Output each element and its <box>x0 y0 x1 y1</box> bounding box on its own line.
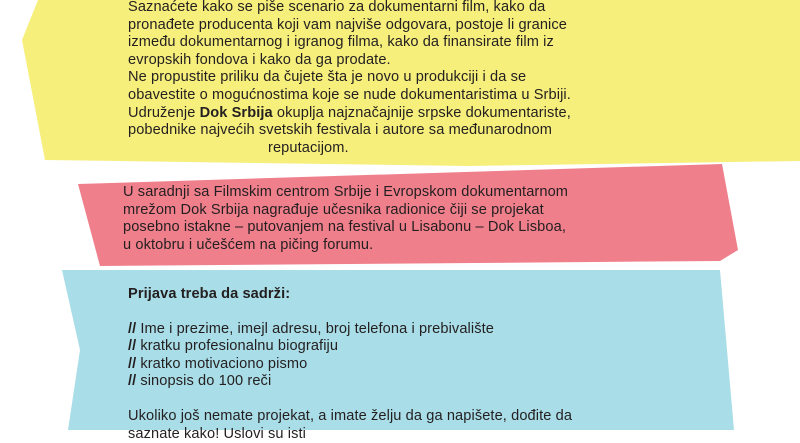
bullet-marker: // <box>128 320 137 337</box>
list-item <box>128 356 768 374</box>
list-item <box>128 373 768 391</box>
yellow-line: pronađete producenta koji vam najviše odgovara, postoje li granice <box>128 16 568 33</box>
list-item-text: kratko motivaciono pismo <box>140 355 308 372</box>
list-item-text: sinopsis do 100 reči <box>140 373 272 390</box>
footer-line: Ukoliko još nemate projekat, a imate želju da ga napišete, dođite da <box>128 407 573 424</box>
yellow-line: pobednike najvećih svetskih festivala i autore sa međunarodnom <box>128 122 552 139</box>
yellow-line: Saznaćete kako se piše scenario za dokumentarni film, kako da <box>128 0 546 15</box>
yellow-line: između dokumentarnog i igranog filma, kako da finansirate film iz <box>128 34 554 51</box>
footer-line: saznate kako! Uslovi su isti <box>128 425 306 442</box>
application-heading: Prijava treba da sadrži: <box>128 286 291 302</box>
yellow-line: evropskih fondova i kako da ga prodate. <box>128 51 391 68</box>
bullet-marker: // <box>128 355 137 372</box>
list-item <box>128 321 768 339</box>
pink-line: mrežom Dok Srbija nagrađuje učesnika radionice čiji se projekat <box>123 201 544 218</box>
yellow-line: reputacijom. <box>268 139 349 156</box>
dok-srbija-bold: Dok Srbija <box>199 104 273 121</box>
blue-text-block <box>128 286 768 443</box>
list-item-text: kratku profesionalnu biografiju <box>140 338 339 355</box>
list-item-text: Ime i prezime, imejl adresu, broj telefona i prebivalište <box>140 320 494 337</box>
udruzenje-line <box>128 105 768 123</box>
pink-line: u oktobru i učešćem na pičing forumu. <box>123 236 374 253</box>
pink-line: posebno istakne – putovanjem na festival u Lisabonu – Dok Lisboa, <box>123 219 566 236</box>
bullet-marker: // <box>128 373 137 390</box>
pink-line: U saradnji sa Filmskim centrom Srbije i Evropskom dokumentarnom <box>123 184 569 200</box>
yellow-text-block <box>128 0 768 157</box>
udruzenje-prefix: Udruženje <box>128 104 200 121</box>
bullet-marker: // <box>128 338 137 355</box>
list-item <box>128 338 768 356</box>
yellow-line: obavestite o mogućnostima koje se nude dokumentaristima u Srbiji. <box>128 86 571 103</box>
udruzenje-suffix: okuplja najznačajnije srpske dokumentariste, <box>272 104 571 121</box>
yellow-line: Ne propustite priliku da čujete šta je novo u produkciji i da se <box>128 69 527 86</box>
pink-text-block <box>123 184 763 254</box>
